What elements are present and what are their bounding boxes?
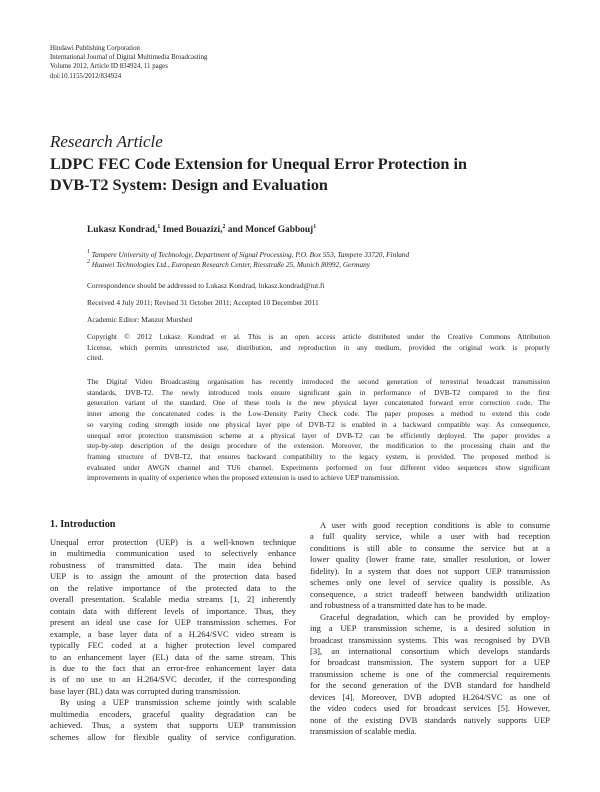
text-line: is of no use to an H.264/SVC decoder, if the corresponding <box>50 674 296 685</box>
text-line: multimedia encoders, graceful quality degradation can be <box>50 708 296 719</box>
affiliation <box>87 260 370 269</box>
abstract-line: unequal error protection transmission scheme at a physical layer of DVB-T2 can be efficiently deployed. The paper provides a <box>87 430 550 440</box>
text-line: for the second generation of the DVB standard for handheld <box>310 680 550 691</box>
author-name: and Moncef Gabbouj <box>225 225 314 235</box>
text-line: on the relative importance of the protected data to the <box>50 582 296 593</box>
abstract-line: step-by-step description of the design procedure of the extension. Moreover, the modification to the processing chain and the <box>87 441 550 451</box>
text-line: conditions is still able to consume the service but at a <box>310 542 550 553</box>
abstract-line: improvements in quality of experience when the proposed extension is used to achieve UEP transmission. <box>87 473 400 483</box>
text-line: ing a UEP transmission scheme, is a desired solution in <box>310 623 550 634</box>
abstract-line: framing structure of DVB-T2, that ensures backward compatibility to the legacy system, is provided. The proposed method is <box>87 451 550 461</box>
text-line: to an enhancement layer (EL) data of the same stream. This <box>50 651 296 662</box>
journal-name: International Journal of Digital Multimedia Broadcasting <box>50 54 208 62</box>
journal-header <box>50 44 350 81</box>
copyright-notice <box>87 332 550 364</box>
text-line: UEP is to assign the amount of the protection data based <box>50 571 296 582</box>
academic-editor: Academic Editor: Manzur Murshed <box>87 315 193 324</box>
text-line: and robustness of a transmitted date has to be made. <box>310 600 488 611</box>
article-type: Research Article <box>50 132 163 151</box>
abstract-line: so varying coding strength inside one physical layer pipe of DVB-T2 is enabled in a backward compatible way. As consequence, <box>87 419 550 429</box>
paragraph <box>310 612 550 738</box>
text-line: Graceful degradation, which can be provided by employ- <box>320 611 550 622</box>
author-list <box>87 225 316 235</box>
text-line: achieved. Thus, a system that supports UEP transmission <box>50 720 296 731</box>
text-line: fidelity). In a system that does not support UEP transmission <box>310 565 550 576</box>
text-line: the video codecs used for broadcast services [5]. However, <box>310 703 550 714</box>
author-affiliation-mark: 1 <box>157 224 161 230</box>
text-line: Unequal error protection (UEP) is a well-known technique <box>50 537 296 547</box>
paragraph <box>50 697 296 743</box>
text-line: overall presentation. Scalable media streams [1, 2] inherently <box>50 594 296 605</box>
author-name: Imed Bouazizi, <box>160 225 223 235</box>
author-name: Lukasz Kondrad, <box>87 225 158 235</box>
text-line: schemes allow for flexible quality of service configuration. <box>50 731 296 742</box>
text-line: consequence, a strict tradeoff between bandwidth utilization <box>310 588 550 599</box>
text-line: in multimedia communication used to selectively enhance <box>50 548 296 559</box>
body-column-right <box>310 520 550 738</box>
abstract <box>87 377 550 484</box>
affiliation-number: 2 <box>87 259 90 265</box>
correspondence: Correspondence should be addressed to Lukasz Kondrad, lukasz.kondrad@tut.fi <box>87 281 325 290</box>
text-line: none of the existing DVB standards natively supports UEP <box>310 714 550 725</box>
text-line: typically FEC coded at a higher protection level compared <box>50 640 296 651</box>
text-line: transmission of scalable media. <box>310 726 417 737</box>
text-line: schemes only one level of service quality is possible. As <box>310 577 550 588</box>
paragraph <box>310 520 550 612</box>
text-line: base layer (BL) data was corrupted during transmission. <box>50 685 241 696</box>
text-line: present an ideal use case for UEP transmission schemes. For <box>50 617 296 628</box>
publication-dates: Received 4 July 2011; Revised 31 October 2011; Accepted 10 December 2011 <box>87 298 319 307</box>
title-line: LDPC FEC Code Extension for Unequal Error Protection in <box>50 155 467 173</box>
text-line: devices [4]. Moreover, DVB adopted H.264/SVC as one of <box>310 691 550 702</box>
text-line: By using a UEP transmission scheme jointly with scalable <box>60 697 296 708</box>
text-line: transmission scheme is one of the commercial requirements <box>310 668 550 679</box>
text-line: a full quality service, while a user with bad reception <box>310 531 550 542</box>
paragraph <box>50 537 296 697</box>
body-column-left <box>50 537 296 743</box>
volume-info: Volume 2012, Article ID 834924, 11 pages <box>50 63 168 71</box>
abstract-line: standards, DVB-T2. The newly introduced tools ensure significant gain in performance of DVB-T2 compared to the first <box>87 387 550 397</box>
text-line: is due to the fact that an error-free enhancement layer data <box>50 662 296 673</box>
abstract-line: generation variant of the standard. One of these tools is the new physical layer concatenated forward error correction code. The <box>87 398 550 408</box>
text-line: contain data with different levels of importance. Thus, they <box>50 605 296 616</box>
abstract-line: evaluated under AWGN channel and TU6 channel. Experiments performed on four different video sequences show significant <box>87 462 550 472</box>
text-line: lower quality (lower frame rate, smaller resolution, or lower <box>310 554 550 565</box>
author-affiliation-mark: 1 <box>313 224 317 230</box>
section-heading: 1. Introduction <box>50 519 116 530</box>
affiliation-text: Huawei Technologies Ltd., European Research Center, Riesstraße 25, Munich 80992, Germany <box>89 260 370 269</box>
copyright-line: License, which permits unrestricted use, distribution, and reproduction in any medium, provided the original work is properly <box>87 342 550 352</box>
author-affiliation-mark: 2 <box>222 224 226 230</box>
affiliation-text: Tampere University of Technology, Department of Signal Processing, P.O. Box 553, Tampere 33720, Finland <box>89 250 410 259</box>
abstract-line: inner among the concatenated codes is the Low-Density Parity Check code. The paper proposes a method to extend this code <box>87 409 550 419</box>
text-line: example, a base layer data of a H.264/SVC video stream is <box>50 628 296 639</box>
text-line: A user with good reception conditions is able to consume <box>320 520 550 530</box>
text-line: [3], an international consortium which develops standards <box>310 645 550 656</box>
title-line: DVB-T2 System: Design and Evaluation <box>50 176 328 194</box>
text-line: for broadcast transmission. The system support for a UEP <box>310 657 550 668</box>
publisher-name: Hindawi Publishing Corporation <box>50 45 140 52</box>
text-line: broadcast transmission systems. This was recognised by DVB <box>310 634 550 645</box>
doi: doi:10.1155/2012/834924 <box>50 72 122 80</box>
copyright-line: cited. <box>87 353 104 362</box>
copyright-line: Copyright © 2012 Lukasz Kondrad et al. This is an open access article distributed under the Creative Commons Attribution <box>87 332 550 341</box>
affiliation <box>87 250 409 259</box>
abstract-line: The Digital Video Broadcasting organisation has recently introduced the second generation of terrestrial broadcast transmission <box>87 377 550 386</box>
affiliation-number: 1 <box>87 249 90 255</box>
article-title <box>50 154 550 196</box>
text-line: robustness of transmitted data. The main idea behind <box>50 559 296 570</box>
